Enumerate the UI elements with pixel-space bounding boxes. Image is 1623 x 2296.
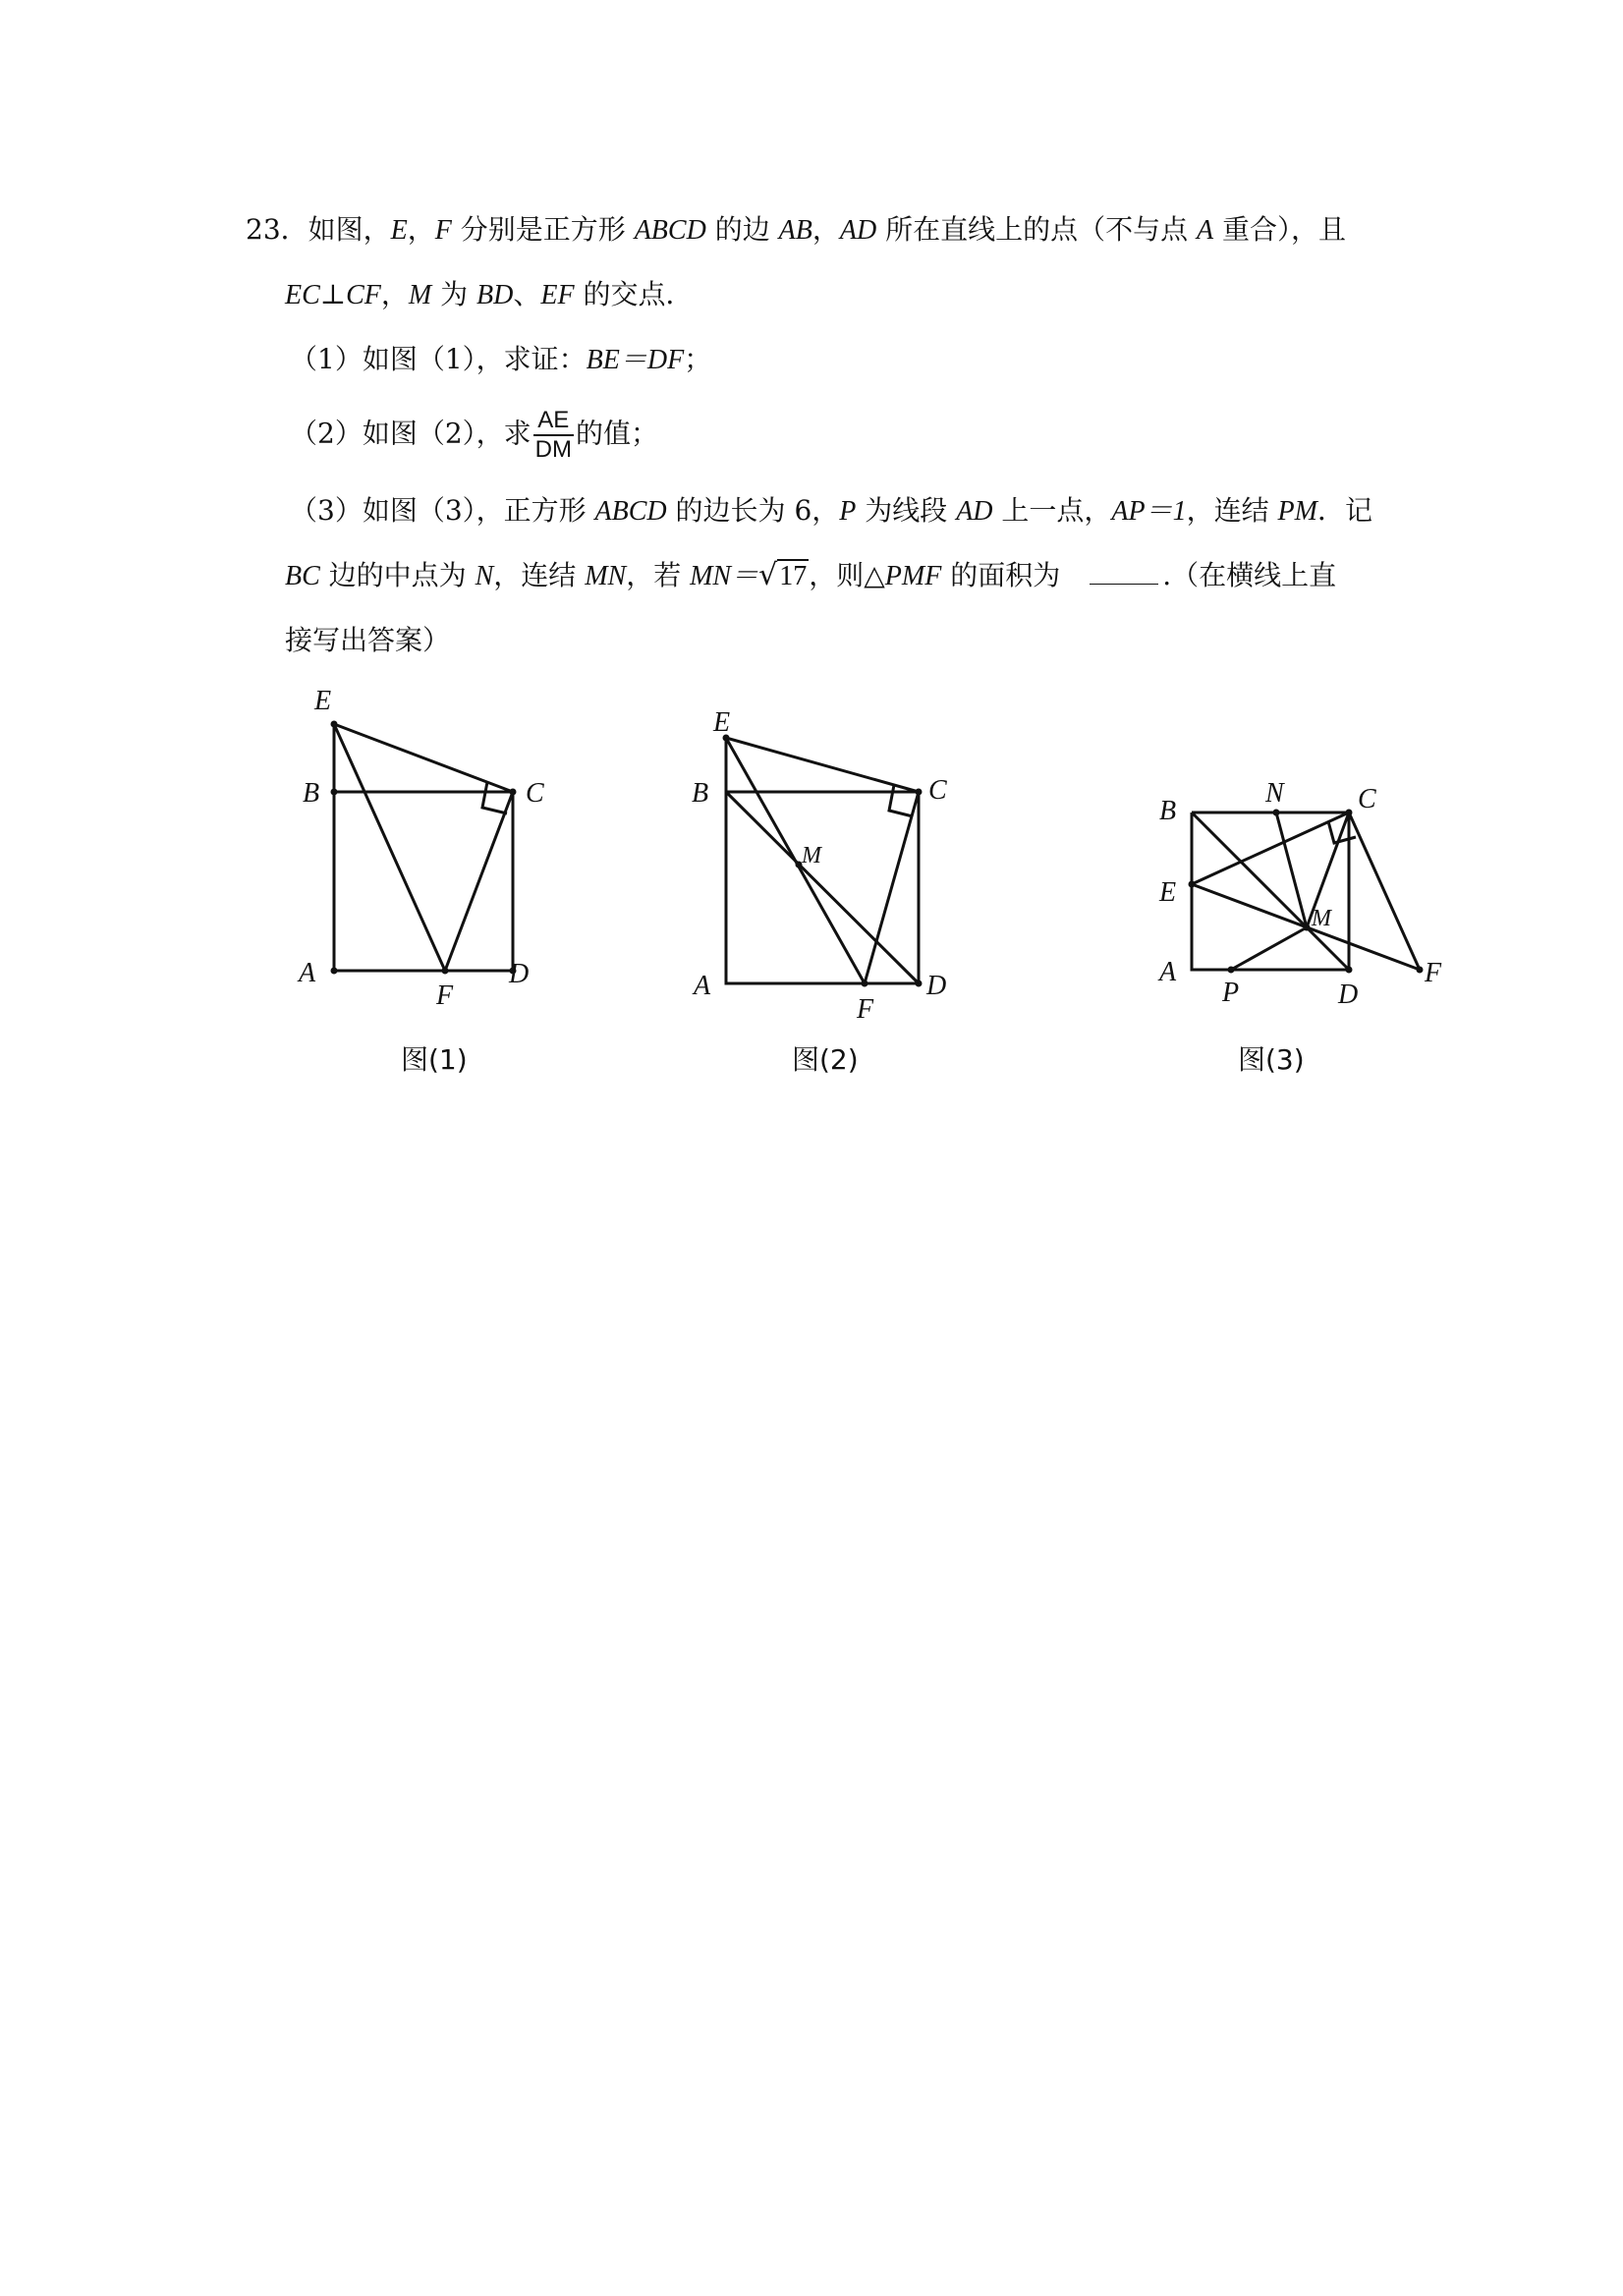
point-B <box>331 789 338 796</box>
label-B: B <box>303 778 320 809</box>
caption-figure-3: 图(3) <box>1238 1043 1305 1076</box>
label-A: A <box>1159 957 1177 987</box>
text: ，连结 <box>1186 494 1278 527</box>
var-MN-eq: MN＝ <box>690 561 759 591</box>
var-BD: BD <box>476 280 514 310</box>
label-M: M <box>802 843 821 868</box>
problem-number: 23． <box>246 213 308 246</box>
point-F <box>862 980 868 987</box>
label-B: B <box>1159 796 1177 826</box>
segment-EC <box>726 738 919 792</box>
point-D <box>1346 967 1353 974</box>
text: ，若 <box>626 559 691 591</box>
point-F <box>1417 967 1424 974</box>
text: 的值； <box>575 417 658 450</box>
text: 、 <box>513 278 541 310</box>
part-3-line-2 <box>285 556 1336 596</box>
text: 接写出答案） <box>285 624 451 656</box>
caption-figure-2: 图(2) <box>792 1043 859 1076</box>
fraction-denominator: DM <box>534 436 572 463</box>
var-BC: BC <box>285 561 320 591</box>
text: ； <box>684 343 712 375</box>
text: （2）如图（2），求 <box>290 417 532 450</box>
var-F: F <box>434 215 452 246</box>
point-C <box>1346 810 1353 816</box>
problem-line-2 <box>285 275 694 315</box>
part-1 <box>290 340 711 380</box>
part-3-line-1 <box>290 491 1372 532</box>
figure-1 <box>297 686 544 1076</box>
label-M: M <box>1312 906 1331 931</box>
label-C: C <box>1358 784 1376 814</box>
text: 的面积为 <box>941 559 1061 591</box>
caption-figure-1: 图(1) <box>401 1043 468 1076</box>
text: 的边 <box>705 213 779 246</box>
label-D: D <box>926 971 947 1001</box>
part-3-line-3 <box>285 621 450 660</box>
fraction-AE-DM <box>533 407 574 464</box>
label-E: E <box>314 686 332 716</box>
text: （3）如图（3），正方形 <box>290 494 595 527</box>
label-F: F <box>1425 958 1442 988</box>
radicand: 17 <box>779 561 808 591</box>
part-2 <box>290 407 658 464</box>
label-F: F <box>436 980 454 1011</box>
label-B: B <box>692 778 709 809</box>
text: 边的中点为 <box>319 559 476 591</box>
segment-CF <box>445 792 513 971</box>
text: 上一点， <box>992 494 1112 527</box>
var-ABCD: ABCD <box>594 496 667 527</box>
radical-sign: √ <box>758 558 778 592</box>
var-EC-perp-CF: EC⊥CF <box>285 280 381 310</box>
text: 的交点． <box>574 278 694 310</box>
text: ．记 <box>1316 494 1372 527</box>
sqrt-17 <box>758 556 809 596</box>
label-E: E <box>1159 877 1177 908</box>
label-P: P <box>1222 978 1240 1008</box>
point-N <box>1273 810 1280 816</box>
text: .（在横线上直 <box>1162 559 1337 591</box>
text: ，连结 <box>493 559 586 591</box>
text: 为 <box>431 278 477 310</box>
point-M <box>1304 924 1311 931</box>
label-C: C <box>928 775 947 806</box>
figure-3 <box>1157 778 1442 1076</box>
label-A: A <box>694 971 711 1001</box>
var-AB: AB <box>778 215 812 246</box>
point-C <box>916 789 923 796</box>
label-A: A <box>299 958 316 988</box>
point-C <box>510 789 517 796</box>
point-P <box>1228 967 1235 974</box>
label-F: F <box>857 994 874 1025</box>
var-EF: EF <box>540 280 575 310</box>
label-D: D <box>509 959 530 989</box>
text: ， <box>380 278 409 310</box>
problem-line-1 <box>246 210 1346 251</box>
answer-blank[interactable] <box>1090 562 1158 585</box>
point-D <box>916 980 923 987</box>
text: （1）如图（1），求证： <box>290 343 587 375</box>
var-MN: MN <box>585 561 627 591</box>
var-AP: AP＝1 <box>1111 496 1187 527</box>
point-E <box>1189 881 1196 888</box>
var-M: M <box>408 280 432 310</box>
var-AD: AD <box>956 496 993 527</box>
label-N: N <box>1265 778 1284 809</box>
text: 重合），且 <box>1213 213 1347 246</box>
text: 的边长为 6， <box>666 494 840 527</box>
segment-BD <box>726 792 919 983</box>
label-D: D <box>1338 980 1359 1010</box>
var-AD: AD <box>839 215 877 246</box>
label-C: C <box>526 778 544 809</box>
text: ，则△ <box>809 559 885 591</box>
var-PM: PM <box>1277 496 1317 527</box>
square-abcd <box>334 792 513 971</box>
fraction-numerator: AE <box>533 407 574 436</box>
var-E: E <box>390 215 408 246</box>
label-E: E <box>713 707 731 738</box>
var-N: N <box>475 561 494 591</box>
figure-2 <box>692 707 947 1076</box>
text: 如图， <box>308 213 391 246</box>
var-PMF: PMF <box>884 561 942 591</box>
text: ， <box>812 213 840 246</box>
point-E <box>331 721 338 728</box>
var-ABCD: ABCD <box>634 215 706 246</box>
equation-BE-DF: BE＝DF <box>586 345 685 375</box>
point-A <box>331 968 338 975</box>
var-P: P <box>839 496 857 527</box>
segment-PM <box>1231 927 1307 970</box>
text: 所在直线上的点（不与点 <box>876 213 1197 246</box>
var-A: A <box>1197 215 1214 246</box>
point-F <box>442 968 449 975</box>
text: ， <box>407 213 435 246</box>
text: 为线段 <box>856 494 957 527</box>
figures <box>0 678 1623 1091</box>
text: 分别是正方形 <box>451 213 635 246</box>
